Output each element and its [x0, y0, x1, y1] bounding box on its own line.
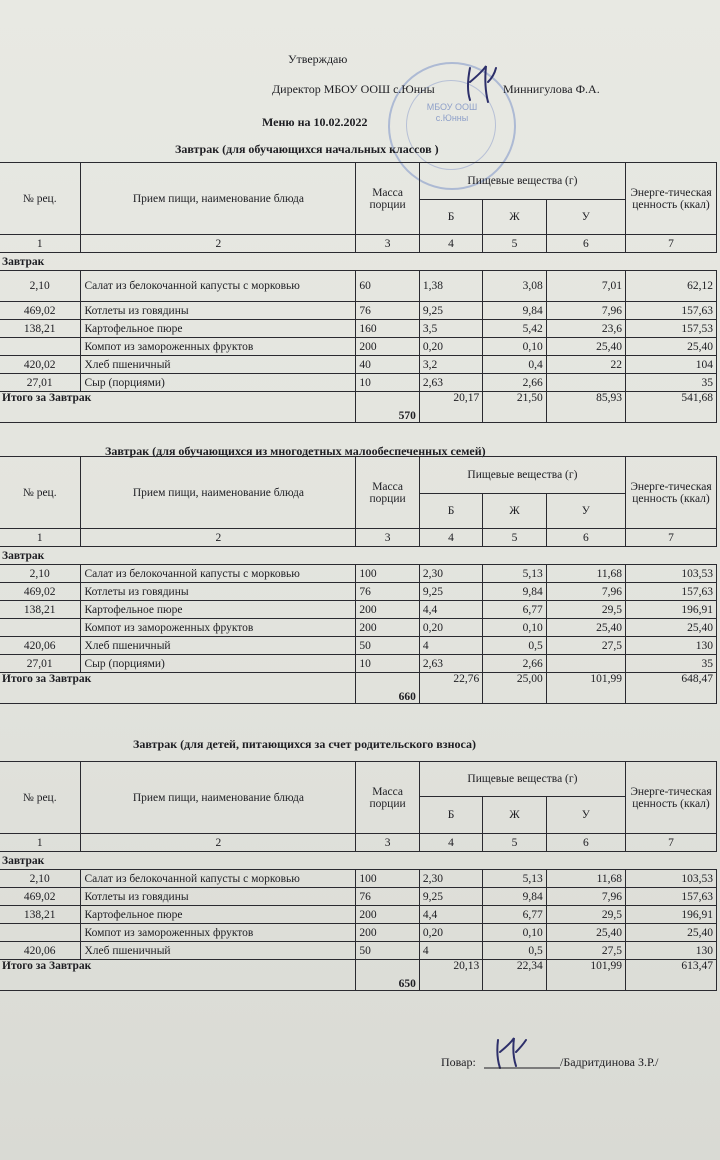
total-label: Итого за Завтрак: [0, 392, 356, 423]
total-energy: 541,68: [626, 392, 717, 423]
col-header-dish: Прием пищи, наименование блюда: [81, 762, 356, 834]
table-1-caption: Завтрак (для обучающихся начальных классов ): [175, 142, 439, 156]
col-header-fat: Ж: [483, 494, 546, 529]
dish-row: [0, 601, 717, 619]
column-index-cell: 2: [81, 529, 356, 547]
energy-value: 130: [626, 637, 717, 655]
recipe-number: 27,01: [0, 374, 81, 392]
energy-value: 130: [626, 942, 717, 960]
dish-name: Компот из замороженных фруктов: [81, 619, 356, 637]
col-header-carbs: У: [546, 200, 625, 235]
recipe-number: 420,06: [0, 942, 81, 960]
col-header-recipe-number: № рец.: [0, 163, 81, 235]
carbs-value: 27,5: [546, 637, 625, 655]
energy-value: 25,40: [626, 619, 717, 637]
carbs-value: 7,01: [546, 271, 625, 302]
portion-mass: 50: [356, 637, 419, 655]
cook-name: /Бадритдинова З.Р./: [560, 1055, 659, 1069]
total-carbs: 101,99: [546, 673, 625, 704]
section-label: Завтрак: [0, 852, 717, 870]
column-index-cell: 3: [356, 529, 419, 547]
director-signature: [462, 62, 502, 106]
col-header-carbs: У: [546, 797, 625, 834]
dish-name: Салат из белокочанной капусты с морковью: [81, 565, 356, 583]
dish-row: [0, 565, 717, 583]
protein-value: 9,25: [419, 888, 482, 906]
carbs-value: 25,40: [546, 924, 625, 942]
col-header-carbs: У: [546, 494, 625, 529]
fat-value: 2,66: [483, 374, 546, 392]
energy-value: 196,91: [626, 906, 717, 924]
section-row: [0, 547, 717, 565]
fat-value: 3,08: [483, 271, 546, 302]
dish-row: [0, 356, 717, 374]
portion-mass: 10: [356, 374, 419, 392]
dish-name: Сыр (порциями): [81, 374, 356, 392]
dish-row: [0, 583, 717, 601]
fat-value: 5,13: [483, 565, 546, 583]
dish-name: Сыр (порциями): [81, 655, 356, 673]
menu-table-parent-paid: [0, 761, 717, 991]
fat-value: 5,42: [483, 320, 546, 338]
protein-value: 3,5: [419, 320, 482, 338]
total-energy: 613,47: [626, 960, 717, 991]
col-header-recipe-number: № рец.: [0, 457, 81, 529]
portion-mass: 200: [356, 906, 419, 924]
dish-name: Котлеты из говядины: [81, 302, 356, 320]
energy-value: 196,91: [626, 601, 717, 619]
col-header-fat: Ж: [483, 200, 546, 235]
fat-value: 0,10: [483, 924, 546, 942]
total-carbs: 85,93: [546, 392, 625, 423]
table-3-caption: Завтрак (для детей, питающихся за счет родительского взноса): [133, 737, 476, 751]
dish-name: Картофельное пюре: [81, 601, 356, 619]
carbs-value: 29,5: [546, 906, 625, 924]
carbs-value: 27,5: [546, 942, 625, 960]
carbs-value: 25,40: [546, 338, 625, 356]
fat-value: 9,84: [483, 583, 546, 601]
col-header-energy: Энерге-тическая ценность (ккал): [626, 762, 717, 834]
column-index-cell: 1: [0, 529, 81, 547]
total-carbs: 101,99: [546, 960, 625, 991]
col-header-mass: Масса порции: [356, 457, 419, 529]
fat-value: 9,84: [483, 302, 546, 320]
dish-name: Хлеб пшеничный: [81, 637, 356, 655]
energy-value: 157,63: [626, 888, 717, 906]
col-header-mass: Масса порции: [356, 163, 419, 235]
protein-value: 0,20: [419, 924, 482, 942]
col-header-dish: Прием пищи, наименование блюда: [81, 457, 356, 529]
fat-value: 0,5: [483, 942, 546, 960]
total-energy: 648,47: [626, 673, 717, 704]
recipe-number: 420,02: [0, 356, 81, 374]
portion-mass: 100: [356, 870, 419, 888]
recipe-number: 27,01: [0, 655, 81, 673]
dish-name: Компот из замороженных фруктов: [81, 924, 356, 942]
cook-label: Повар:: [441, 1055, 476, 1069]
col-header-dish: Прием пищи, наименование блюда: [81, 163, 356, 235]
carbs-value: 23,6: [546, 320, 625, 338]
col-header-protein: Б: [419, 494, 482, 529]
dish-name: Хлеб пшеничный: [81, 356, 356, 374]
energy-value: 157,63: [626, 583, 717, 601]
column-index-cell: 7: [626, 529, 717, 547]
header-row: [0, 163, 717, 200]
dish-row: [0, 942, 717, 960]
dish-name: Хлеб пшеничный: [81, 942, 356, 960]
header-row: [0, 457, 717, 494]
portion-mass: 200: [356, 924, 419, 942]
protein-value: 3,2: [419, 356, 482, 374]
total-mass: 660: [356, 673, 419, 704]
fat-value: 0,10: [483, 619, 546, 637]
portion-mass: 76: [356, 888, 419, 906]
column-index-cell: 4: [419, 529, 482, 547]
approve-label: Утверждаю: [288, 52, 348, 66]
protein-value: 2,30: [419, 565, 482, 583]
table-2-caption: Завтрак (для обучающихся из многодетных малообеспеченных семей): [105, 444, 486, 458]
col-header-nutrients: Пищевые вещества (г): [419, 163, 625, 200]
column-index-cell: 2: [81, 834, 356, 852]
total-protein: 20,17: [419, 392, 482, 423]
energy-value: 25,40: [626, 338, 717, 356]
column-index-cell: 6: [546, 834, 625, 852]
menu-table-large-families: [0, 456, 717, 704]
total-fat: 25,00: [483, 673, 546, 704]
fat-value: 5,13: [483, 870, 546, 888]
recipe-number: 469,02: [0, 583, 81, 601]
portion-mass: 76: [356, 302, 419, 320]
energy-value: 103,53: [626, 870, 717, 888]
fat-value: 6,77: [483, 601, 546, 619]
column-index-cell: 6: [546, 235, 625, 253]
recipe-number: 469,02: [0, 302, 81, 320]
dish-row: [0, 924, 717, 942]
col-header-nutrients: Пищевые вещества (г): [419, 457, 625, 494]
portion-mass: 50: [356, 942, 419, 960]
energy-value: 104: [626, 356, 717, 374]
total-protein: 20,13: [419, 960, 482, 991]
carbs-value: 7,96: [546, 302, 625, 320]
portion-mass: 60: [356, 271, 419, 302]
total-row: [0, 673, 717, 704]
section-row: [0, 253, 717, 271]
carbs-value: [546, 655, 625, 673]
total-label: Итого за Завтрак: [0, 960, 356, 991]
protein-value: 4: [419, 942, 482, 960]
carbs-value: 11,68: [546, 565, 625, 583]
energy-value: 35: [626, 374, 717, 392]
col-header-fat: Ж: [483, 797, 546, 834]
dish-row: [0, 374, 717, 392]
protein-value: 0,20: [419, 338, 482, 356]
column-index-row: [0, 529, 717, 547]
recipe-number: [0, 924, 81, 942]
energy-value: 62,12: [626, 271, 717, 302]
protein-value: 2,63: [419, 655, 482, 673]
carbs-value: 11,68: [546, 870, 625, 888]
energy-value: 157,53: [626, 320, 717, 338]
portion-mass: 160: [356, 320, 419, 338]
recipe-number: [0, 619, 81, 637]
dish-name: Котлеты из говядины: [81, 583, 356, 601]
column-index-cell: 3: [356, 834, 419, 852]
protein-value: 9,25: [419, 302, 482, 320]
fat-value: 0,10: [483, 338, 546, 356]
protein-value: 2,30: [419, 870, 482, 888]
protein-value: 1,38: [419, 271, 482, 302]
col-header-nutrients: Пищевые вещества (г): [419, 762, 625, 797]
column-index-cell: 5: [483, 529, 546, 547]
total-row: [0, 960, 717, 991]
section-row: [0, 852, 717, 870]
portion-mass: 10: [356, 655, 419, 673]
portion-mass: 200: [356, 601, 419, 619]
col-header-energy: Энерге-тическая ценность (ккал): [626, 163, 717, 235]
col-header-energy: Энерге-тическая ценность (ккал): [626, 457, 717, 529]
cook-signature: [484, 1034, 560, 1074]
menu-title: Меню на 10.02.2022: [262, 115, 368, 129]
total-mass: 650: [356, 960, 419, 991]
dish-row: [0, 655, 717, 673]
protein-value: 0,20: [419, 619, 482, 637]
recipe-number: 420,06: [0, 637, 81, 655]
column-index-cell: 5: [483, 834, 546, 852]
carbs-value: 25,40: [546, 619, 625, 637]
column-index-row: [0, 834, 717, 852]
portion-mass: 40: [356, 356, 419, 374]
portion-mass: 200: [356, 619, 419, 637]
dish-row: [0, 906, 717, 924]
col-header-protein: Б: [419, 797, 482, 834]
fat-value: 0,5: [483, 637, 546, 655]
recipe-number: 2,10: [0, 565, 81, 583]
recipe-number: 138,21: [0, 601, 81, 619]
total-row: [0, 392, 717, 423]
dish-row: [0, 870, 717, 888]
portion-mass: 76: [356, 583, 419, 601]
school-stamp: МБОУ ООШ с.Юнны: [388, 62, 516, 190]
energy-value: 157,63: [626, 302, 717, 320]
energy-value: 35: [626, 655, 717, 673]
dish-name: Котлеты из говядины: [81, 888, 356, 906]
column-index-cell: 3: [356, 235, 419, 253]
section-label: Завтрак: [0, 253, 717, 271]
recipe-number: 138,21: [0, 320, 81, 338]
protein-value: 9,25: [419, 583, 482, 601]
column-index-cell: 1: [0, 834, 81, 852]
carbs-value: 7,96: [546, 888, 625, 906]
column-index-cell: 4: [419, 235, 482, 253]
dish-name: Салат из белокочанной капусты с морковью: [81, 870, 356, 888]
column-index-cell: 2: [81, 235, 356, 253]
fat-value: 2,66: [483, 655, 546, 673]
dish-row: [0, 302, 717, 320]
total-fat: 22,34: [483, 960, 546, 991]
recipe-number: 138,21: [0, 906, 81, 924]
protein-value: 4,4: [419, 601, 482, 619]
col-header-mass: Масса порции: [356, 762, 419, 834]
column-index-cell: 6: [546, 529, 625, 547]
column-index-cell: 7: [626, 834, 717, 852]
fat-value: 6,77: [483, 906, 546, 924]
section-label: Завтрак: [0, 547, 717, 565]
portion-mass: 200: [356, 338, 419, 356]
dish-row: [0, 338, 717, 356]
recipe-number: 2,10: [0, 271, 81, 302]
total-label: Итого за Завтрак: [0, 673, 356, 704]
dish-name: Компот из замороженных фруктов: [81, 338, 356, 356]
column-index-row: [0, 235, 717, 253]
dish-row: [0, 320, 717, 338]
dish-name: Картофельное пюре: [81, 320, 356, 338]
fat-value: 0,4: [483, 356, 546, 374]
total-fat: 21,50: [483, 392, 546, 423]
director-name: Миннигулова Ф.А.: [503, 82, 600, 96]
recipe-number: [0, 338, 81, 356]
dish-row: [0, 619, 717, 637]
carbs-value: 29,5: [546, 601, 625, 619]
dish-row: [0, 888, 717, 906]
dish-row: [0, 637, 717, 655]
total-mass: 570: [356, 392, 419, 423]
total-protein: 22,76: [419, 673, 482, 704]
energy-value: 103,53: [626, 565, 717, 583]
column-index-cell: 7: [626, 235, 717, 253]
header-row: [0, 762, 717, 797]
fat-value: 9,84: [483, 888, 546, 906]
column-index-cell: 4: [419, 834, 482, 852]
column-index-cell: 5: [483, 235, 546, 253]
energy-value: 25,40: [626, 924, 717, 942]
dish-name: Салат из белокочанной капусты с морковью: [81, 271, 356, 302]
carbs-value: [546, 374, 625, 392]
carbs-value: 7,96: [546, 583, 625, 601]
recipe-number: 469,02: [0, 888, 81, 906]
col-header-recipe-number: № рец.: [0, 762, 81, 834]
dish-row: [0, 271, 717, 302]
portion-mass: 100: [356, 565, 419, 583]
protein-value: 2,63: [419, 374, 482, 392]
director-label: Директор МБОУ ООШ с.Юнны: [272, 82, 435, 96]
protein-value: 4,4: [419, 906, 482, 924]
dish-name: Картофельное пюре: [81, 906, 356, 924]
column-index-cell: 1: [0, 235, 81, 253]
carbs-value: 22: [546, 356, 625, 374]
protein-value: 4: [419, 637, 482, 655]
menu-table-primary: [0, 162, 717, 423]
col-header-protein: Б: [419, 200, 482, 235]
recipe-number: 2,10: [0, 870, 81, 888]
